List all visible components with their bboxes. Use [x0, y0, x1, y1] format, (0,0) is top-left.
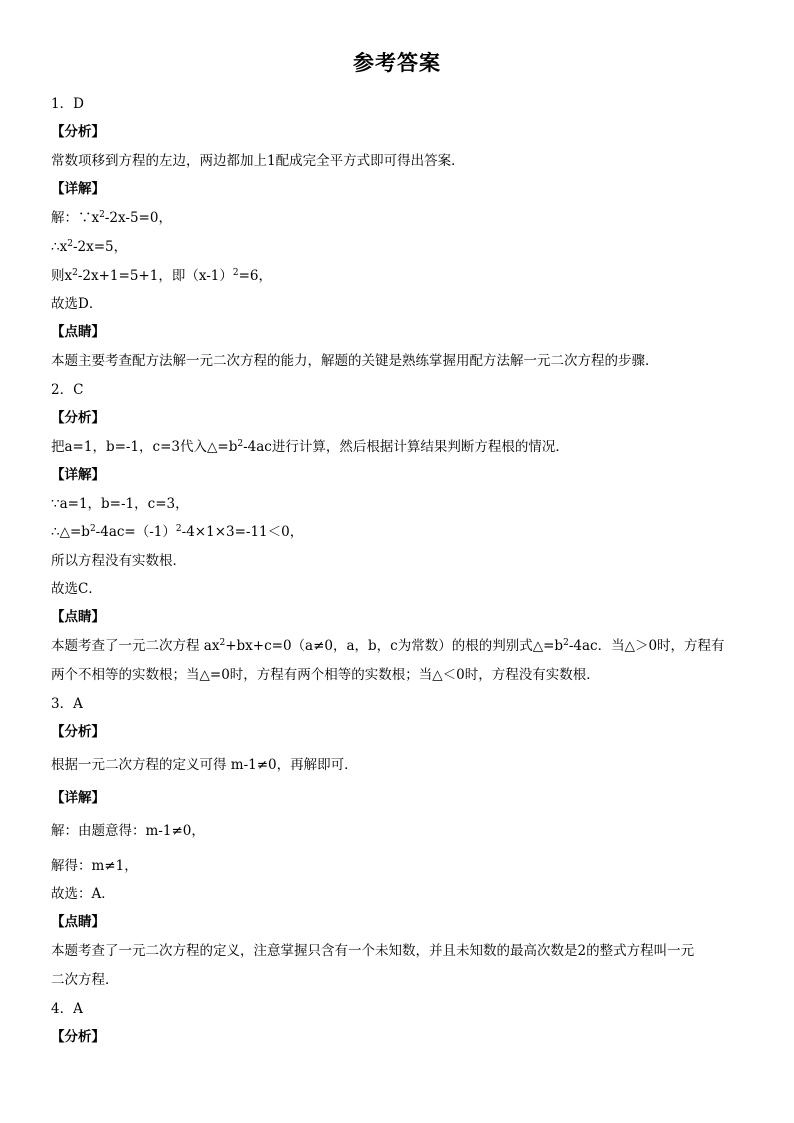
q2-choice: 故选C． — [51, 581, 102, 597]
q1-analysis-text: 常数项移到方程的左边，两边都加上1配成完全平方式即可得出答案． — [51, 153, 465, 169]
q2-comment-line-2: 两个不相等的实数根；当△=0时，方程有两个相等的实数根；当△＜0时，方程没有实数根． — [51, 667, 600, 683]
q1-comment-text: 本题主要考查配方法解一元二次方程的能力，解题的关键是熟练掌握用配方法解一元二次方程的步骤． — [51, 353, 659, 369]
q2-analysis-heading: 【分析】 — [51, 410, 105, 426]
q2-comment-line-1: 本题考查了一元二次方程 $ax^2+bx+c=0(a\ne 0$，a，b，c为常数）的根的判别式$\triangle=b^2-4ac$．当△＞0时，方程有 — [51, 638, 725, 654]
q3-analysis-text: 根据一元二次方程的定义可得 m-1≠0，再解即可． — [51, 757, 358, 773]
q3-comment-line-1: 本题考查了一元二次方程的定义，注意掌握只含有一个未知数，并且未知数的最高次数是2的整式方程叫一元 — [51, 943, 695, 959]
q3-comment-heading: 【点睛】 — [51, 914, 105, 930]
q2-analysis-text: 把a=1，b=-1，c=3代入$\triangle=b^2-4ac$进行计算，然后根据计算结果判断方程根的情况． — [51, 439, 569, 455]
q3-step-2: 解得：m≠1， — [51, 858, 138, 874]
q1-choice: 故选D． — [51, 296, 103, 312]
q4-number: 4．A — [51, 1001, 83, 1017]
q2-step-2: $\therefore\triangle=b^2-4ac=(-1)^2-4\times 1\times 3=-11<0$， — [51, 524, 304, 540]
q2-comment-heading: 【点睛】 — [51, 609, 105, 625]
q2-step-3: 所以方程没有实数根． — [51, 553, 186, 569]
q3-number: 3．A — [51, 696, 83, 712]
q1-step-1: 解：$\because x^2-2x-5=0$， — [51, 210, 172, 226]
q1-comment-heading: 【点睛】 — [51, 324, 105, 340]
q1-step-3: 则$x^2-2x+1=5+1$，即$(x-1)^2=6$， — [51, 268, 272, 284]
q3-analysis-heading: 【分析】 — [51, 724, 105, 740]
q3-detail-heading: 【详解】 — [51, 790, 105, 806]
q2-detail-heading: 【详解】 — [51, 467, 105, 483]
q2-number: 2．C — [51, 382, 84, 398]
q4-analysis-heading: 【分析】 — [51, 1029, 105, 1045]
q1-step-2: $\therefore x^2-2x=5$， — [51, 239, 128, 255]
q3-step-1: 解：由题意得：m-1≠0， — [51, 823, 205, 839]
q3-comment-line-2: 二次方程． — [51, 972, 119, 988]
q1-number: 1．D — [51, 96, 84, 112]
page-title: 参考答案 — [353, 51, 441, 75]
q3-choice: 故选：A． — [51, 886, 115, 902]
q2-step-1: ∵a=1，b=-1，c=3， — [51, 496, 189, 512]
q1-detail-heading: 【详解】 — [51, 181, 105, 197]
q1-analysis-heading: 【分析】 — [51, 124, 105, 140]
